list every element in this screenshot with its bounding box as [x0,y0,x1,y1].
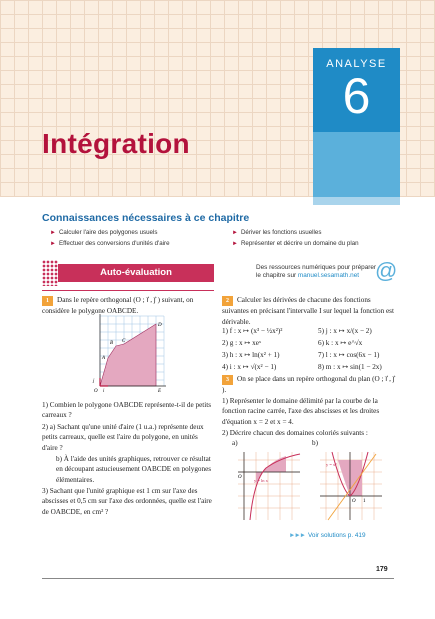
svg-text:E: E [158,389,162,394]
exercise-number-badge: 3 [222,375,233,385]
exercise-1-q3: 3) Sachant que l'unité graphique est 1 cm sur l'axe des abscisses et 0,5 cm sur l'axe des ordonnées, quelle est l'aire de OABCDE, en cm² ? [42,487,212,516]
auto-eval-underline [42,290,214,291]
exercise-3-q1: 1) Représenter le domaine délimité par la courbe de la fonction racine carrée, l'axe des abscisses et les droites d'équation x = 2 et x = 4. [222,397,380,426]
graph-a [236,450,302,522]
svg-text:i⃗: i⃗ [103,389,109,394]
function-item: 4) i : x ↦ √(x² − 1) [222,363,277,371]
at-sign-icon: @ [375,258,398,283]
function-item: 7) l : x ↦ cos(6x − 1) [318,351,380,359]
site-link[interactable]: manuel.sesamath.net [297,272,360,279]
chapter-number: 6 [342,68,371,124]
function-item: 1) f : x ↦ (x³ − ½x²)² [222,327,283,335]
svg-text:D: D [158,323,162,328]
svg-text:y = ln x: y = ln x [254,478,268,483]
exercise-1-q1: 1) Combien le polygone OABCDE représente-t-il de petits carreaux ? [42,401,212,420]
bullet-arrow-icon: ► [50,230,56,236]
chapter-strip-light [313,197,400,205]
svg-text:y = x²: y = x² [326,462,337,467]
polygon-figure [90,312,170,394]
svg-text:B: B [110,341,114,346]
online-resources: Des ressources numériques pour préparer le chapitre sur manuel.sesamath.net [256,264,377,279]
bullet-arrow-icon: ► [232,241,238,247]
prereq-item: ► Représenter et décrire un domaine du plan [232,240,359,247]
function-item: 5) j : x ↦ x/(x − 2) [318,327,372,335]
exercise-number-badge: 1 [42,296,53,306]
dots-decoration [42,260,58,286]
exercise-2-intro: 2 Calculer les dérivées de chacune des fonctions suivantes en précisant l'intervalle I sur lequel la fonction est dérivable. [222,296,394,326]
prereq-item: ► Dériver les fonctions usuelles [232,229,322,236]
svg-text:1: 1 [363,499,366,504]
chapter-box [313,48,400,132]
exercise-1-q2a: 2) a) Sachant qu'une unité d'aire (1 u.a.) représente deux petits carreaux, quelle est l'aire du polygone, en unités d'aire ? [42,423,204,452]
triple-arrow-icon: ►►► [289,532,305,539]
svg-text:O: O [352,499,356,504]
exercise-3-q2: 2) Décrire chacun des domaines coloriés suivants : [222,429,368,437]
auto-eval-title: Auto-évaluation [58,264,214,282]
svg-text:C: C [122,339,126,344]
graph-b-label: b) [312,439,318,447]
svg-text:O: O [94,389,98,394]
chapter-title: Intégration [42,128,190,159]
svg-text:O: O [238,475,242,480]
svg-text:A: A [102,356,106,361]
svg-text:j⃗: j⃗ [93,379,99,384]
function-item: 8) m : x ↦ sin(1 − 2x) [318,363,382,371]
graph-a-label: a) [232,439,238,447]
bullet-arrow-icon: ► [50,241,56,247]
exercise-1-intro: 1 Dans le repère orthogonal (O ; i⃗ , j⃗ ) suivant, on considère le polygone OABCDE. [42,296,194,316]
exercise-1-q2b: b) À l'aide des unités graphiques, retrouver ce résultat en découpant astucieusement OABCDE en polygones élémentaires. [56,455,212,484]
bullet-arrow-icon: ► [232,230,238,236]
prereq-item: ► Effectuer des conversions d'unités d'aire [50,240,170,247]
solutions-link[interactable]: ►►► Voir solutions p. 419 [289,532,366,539]
footer-rule [42,578,394,579]
prereq-item: ► Calculer l'aire des polygones usuels [50,229,158,236]
graph-b [318,450,384,522]
page-number: 179 [376,566,388,573]
function-item: 3) h : x ↦ ln(x² + 1) [222,351,280,359]
exercise-number-badge: 2 [222,296,233,306]
function-item: 2) g : x ↦ xeˣ [222,339,262,347]
chapter-strip [313,132,400,197]
exercise-3-intro: 3 On se place dans un repère orthogonal du plan (O ; i⃗ , j⃗ ). [222,375,395,395]
function-item: 6) k : x ↦ e^√x [318,339,363,347]
section-label: ANALYSE [326,58,387,70]
polygon-OABCDE [100,324,156,386]
prerequisites-heading: Connaissances nécessaires à ce chapitre [42,212,250,224]
